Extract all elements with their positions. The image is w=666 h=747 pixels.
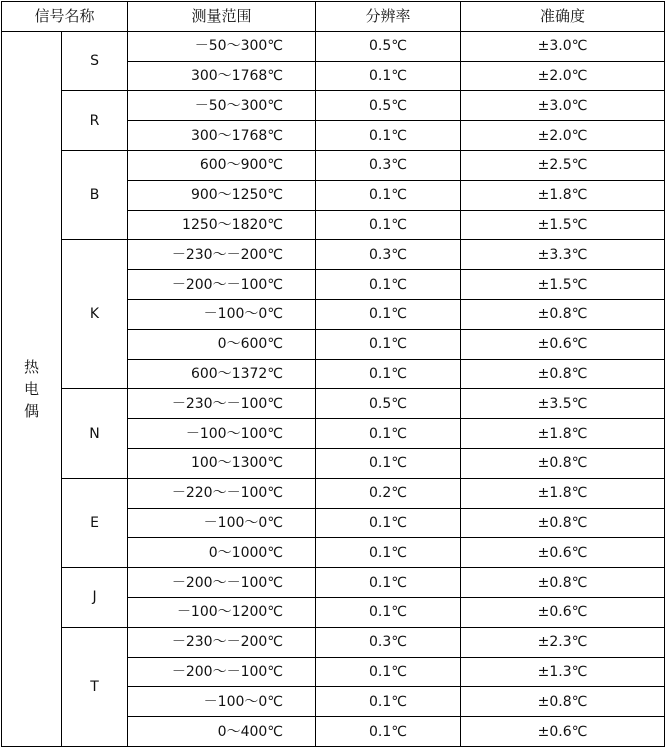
- resolution-cell: 0.1℃: [316, 61, 461, 91]
- sensor-type-cell: J: [62, 568, 128, 628]
- sensor-type-cell: B: [62, 150, 128, 239]
- resolution-cell: 0.1℃: [316, 597, 461, 627]
- resolution-cell: 0.5℃: [316, 91, 461, 121]
- resolution-cell: 0.1℃: [316, 299, 461, 329]
- range-cell: 600～900℃: [128, 150, 316, 180]
- range-cell: 0～600℃: [128, 329, 316, 359]
- accuracy-cell: ±2.0℃: [461, 121, 665, 151]
- header-resolution: 分辨率: [316, 2, 461, 32]
- range-cell: －50～300℃: [128, 91, 316, 121]
- resolution-cell: 0.3℃: [316, 240, 461, 270]
- range-cell: －100～1200℃: [128, 597, 316, 627]
- sensor-type-cell: K: [62, 240, 128, 389]
- resolution-cell: 0.1℃: [316, 687, 461, 717]
- accuracy-cell: ±0.8℃: [461, 448, 665, 478]
- range-cell: －100～0℃: [128, 508, 316, 538]
- range-cell: 900～1250℃: [128, 180, 316, 210]
- table-body: [2, 31, 665, 746]
- table-row: [2, 389, 665, 419]
- range-cell: －50～300℃: [128, 31, 316, 61]
- range-cell: 600～1372℃: [128, 359, 316, 389]
- accuracy-cell: ±0.8℃: [461, 568, 665, 598]
- header-signal-name: 信号名称: [2, 2, 128, 32]
- table-row: [2, 150, 665, 180]
- resolution-cell: 0.3℃: [316, 627, 461, 657]
- table-row: [2, 568, 665, 598]
- resolution-cell: 0.1℃: [316, 508, 461, 538]
- resolution-cell: 0.1℃: [316, 180, 461, 210]
- range-cell: －100～100℃: [128, 419, 316, 449]
- range-cell: －100～0℃: [128, 299, 316, 329]
- table-row: [2, 478, 665, 508]
- accuracy-cell: ±0.6℃: [461, 717, 665, 747]
- thermocouple-spec-table: [1, 1, 665, 747]
- range-cell: 1250～1820℃: [128, 210, 316, 240]
- resolution-cell: 0.1℃: [316, 717, 461, 747]
- table-row: [2, 627, 665, 657]
- sensor-type-cell: T: [62, 627, 128, 746]
- range-cell: －200～－100℃: [128, 270, 316, 300]
- accuracy-cell: ±0.6℃: [461, 538, 665, 568]
- accuracy-cell: ±0.6℃: [461, 597, 665, 627]
- resolution-cell: 0.1℃: [316, 121, 461, 151]
- accuracy-cell: ±3.3℃: [461, 240, 665, 270]
- accuracy-cell: ±1.5℃: [461, 210, 665, 240]
- table-row: [2, 240, 665, 270]
- resolution-cell: 0.5℃: [316, 31, 461, 61]
- resolution-cell: 0.2℃: [316, 478, 461, 508]
- sensor-type-cell: N: [62, 389, 128, 478]
- resolution-cell: 0.1℃: [316, 359, 461, 389]
- accuracy-cell: ±0.6℃: [461, 329, 665, 359]
- range-cell: 300～1768℃: [128, 121, 316, 151]
- accuracy-cell: ±3.0℃: [461, 31, 665, 61]
- accuracy-cell: ±2.0℃: [461, 61, 665, 91]
- resolution-cell: 0.1℃: [316, 270, 461, 300]
- accuracy-cell: ±1.8℃: [461, 478, 665, 508]
- range-cell: －230～－200℃: [128, 240, 316, 270]
- resolution-cell: 0.5℃: [316, 389, 461, 419]
- table-row: [2, 91, 665, 121]
- resolution-cell: 0.1℃: [316, 448, 461, 478]
- resolution-cell: 0.1℃: [316, 419, 461, 449]
- accuracy-cell: ±0.8℃: [461, 299, 665, 329]
- table-row: [2, 31, 665, 61]
- group-label-cell: [2, 31, 62, 746]
- range-cell: 0～400℃: [128, 717, 316, 747]
- accuracy-cell: ±1.8℃: [461, 419, 665, 449]
- accuracy-cell: ±3.0℃: [461, 91, 665, 121]
- range-cell: 300～1768℃: [128, 61, 316, 91]
- resolution-cell: 0.3℃: [316, 150, 461, 180]
- sensor-type-cell: R: [62, 91, 128, 151]
- range-cell: －230～－100℃: [128, 389, 316, 419]
- accuracy-cell: ±1.3℃: [461, 657, 665, 687]
- group-label: 热电偶: [23, 357, 39, 420]
- sensor-type-cell: S: [62, 31, 128, 91]
- resolution-cell: 0.1℃: [316, 329, 461, 359]
- accuracy-cell: ±0.8℃: [461, 508, 665, 538]
- range-cell: 0～1000℃: [128, 538, 316, 568]
- accuracy-cell: ±0.8℃: [461, 687, 665, 717]
- resolution-cell: 0.1℃: [316, 568, 461, 598]
- table-header-row: [2, 2, 665, 32]
- sensor-type-cell: E: [62, 478, 128, 567]
- accuracy-cell: ±0.8℃: [461, 359, 665, 389]
- resolution-cell: 0.1℃: [316, 210, 461, 240]
- accuracy-cell: ±2.5℃: [461, 150, 665, 180]
- range-cell: 100～1300℃: [128, 448, 316, 478]
- resolution-cell: 0.1℃: [316, 657, 461, 687]
- range-cell: －200～－100℃: [128, 568, 316, 598]
- accuracy-cell: ±1.8℃: [461, 180, 665, 210]
- range-cell: －230～－200℃: [128, 627, 316, 657]
- range-cell: －220～－100℃: [128, 478, 316, 508]
- accuracy-cell: ±2.3℃: [461, 627, 665, 657]
- header-accuracy: 准确度: [461, 2, 665, 32]
- range-cell: －200～－100℃: [128, 657, 316, 687]
- header-range: 测量范围: [128, 2, 316, 32]
- range-cell: －100～0℃: [128, 687, 316, 717]
- resolution-cell: 0.1℃: [316, 538, 461, 568]
- accuracy-cell: ±1.5℃: [461, 270, 665, 300]
- accuracy-cell: ±3.5℃: [461, 389, 665, 419]
